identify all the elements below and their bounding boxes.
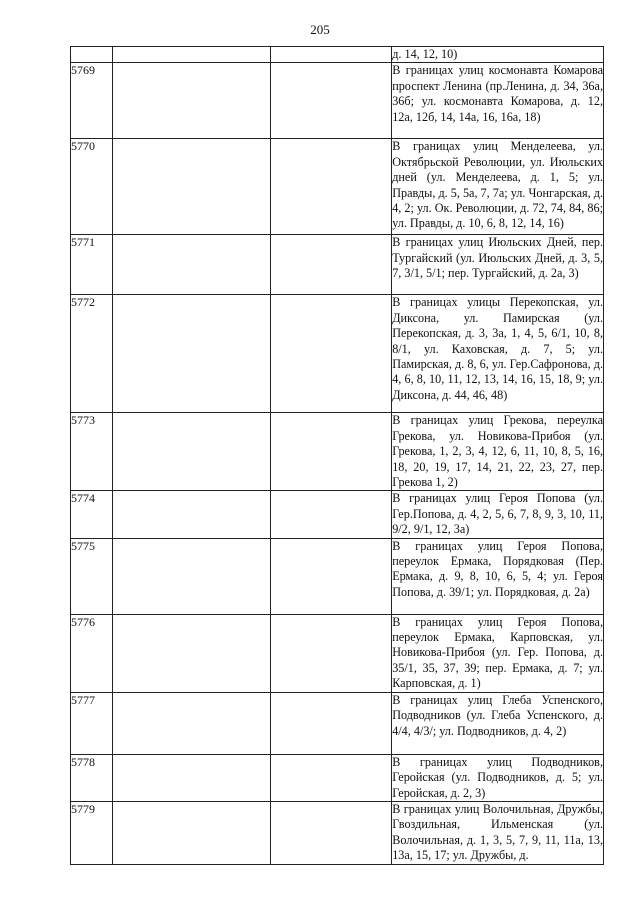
empty-cell	[112, 413, 270, 491]
table-row	[71, 692, 604, 754]
boundary-description: В границах улиц Грекова, переулка Грекова, ул. Новикова-Прибоя (ул. Грекова, 1, 2, 3, 4, 12, 6, 11, 10, 8, 5, 16, 18, 20, 19, 17, 14, 21, 22, 23, 27, пер. Грекова 1, 2)	[392, 413, 603, 490]
row-number: 5777	[71, 692, 113, 754]
table-row	[71, 47, 604, 63]
empty-cell	[112, 295, 270, 413]
empty-cell	[270, 692, 392, 754]
empty-cell	[270, 413, 392, 491]
boundary-description: В границах улиц Июльских Дней, пер. Тургайский (ул. Июльских Дней, д. 3, 5, 7, 3/1, 5/1; пер. Тургайский, д. 2а, 3)	[392, 235, 604, 295]
empty-cell	[112, 754, 270, 801]
table-body	[71, 47, 604, 865]
empty-cell	[112, 491, 270, 538]
empty-cell	[270, 235, 392, 295]
document-table	[70, 46, 604, 865]
empty-cell	[270, 538, 392, 614]
row-number: 5769	[71, 63, 113, 139]
row-number: 5775	[71, 538, 113, 614]
empty-cell	[112, 47, 270, 63]
row-number	[71, 47, 113, 63]
empty-cell	[270, 754, 392, 801]
empty-cell	[112, 139, 270, 235]
empty-cell	[270, 614, 392, 692]
row-number: 5774	[71, 491, 113, 538]
boundary-description: В границах улицы Перекопская, ул. Диксона, ул. Памирская (ул. Перекопская, д. 3, 3а, 1, 4, 5, 6/1, 10, 8, 8/1, ул. Каховская, д. 7, 5; ул. Памирская, д. 8, 6, ул. Гер.Сафронова, д. 4, 6, 8, 10, 11, 12, 13, 14, 16, 15, 18, 9; ул. Диксона, д. 44, 46, 48)	[392, 295, 604, 413]
table-row	[71, 63, 604, 139]
empty-cell	[270, 139, 392, 235]
empty-cell	[270, 63, 392, 139]
empty-cell	[112, 692, 270, 754]
table-row	[71, 491, 604, 538]
empty-cell	[112, 801, 270, 864]
boundary-description: В границах улиц космонавта Комарова проспект Ленина (пр.Ленина, д. 34, 36а, 36б; ул. космонавта Комарова, д. 12, 12а, 12б, 14, 14а, 16, 16а, 18)	[392, 63, 604, 139]
row-number: 5773	[71, 413, 113, 491]
empty-cell	[112, 538, 270, 614]
empty-cell	[270, 801, 392, 864]
boundary-description: В границах улиц Героя Попова, переулок Ермака, Карповская, ул. Новикова-Прибоя (ул. Гер. Попова, д. 35/1, 35, 37, 39; пер. Ермака, д. 7; ул. Карповская, д. 1)	[392, 614, 603, 691]
table-row	[71, 295, 604, 413]
boundary-description: В границах улиц Героя Попова, переулок Ермака, Порядковая (Пер. Ермака, д. 9, 8, 10, 6, 5, 4; ул. Героя Попова, д. 39/1; ул. Порядковая, д. 2а)	[392, 538, 604, 614]
page-number: 205	[310, 22, 330, 37]
boundary-description: В границах улиц Менделеева, ул. Октябрьской Революции, ул. Июльских дней (ул. Менделеева, д. 1, 5; ул. Правды, д. 5, 5а, 7, 7а; ул. Чонгарская, д. 4, 2; ул. Ок. Революции, д. 72, 74, 84, 86; ул. Правды, д. 10, 6, 8, 12, 14, 16)	[392, 139, 604, 235]
table-row	[71, 538, 604, 614]
empty-cell	[270, 47, 392, 63]
row-number: 5771	[71, 235, 113, 295]
empty-cell	[270, 491, 392, 538]
empty-cell	[112, 63, 270, 139]
row-number: 5778	[71, 754, 113, 801]
table-row	[71, 754, 604, 801]
boundary-description: В границах улиц Подводников, Геройская (ул. Подводников, д. 5; ул. Геройская, д. 2, 3)	[392, 754, 603, 800]
table-row	[71, 139, 604, 235]
boundary-description: В границах улиц Глеба Успенского, Подводников (ул. Глеба Успенского, д. 4/4, 4/3/; ул. Подводников, д. 4, 2)	[392, 692, 604, 754]
boundary-description: В границах улиц Волочильная, Дружбы, Гвоздильная, Ильменская (ул. Волочильная, д. 1, 3, 5, 7, 9, 11, 11а, 13, 13а, 15, 17; ул. Дружбы, д.	[392, 801, 603, 863]
table-row	[71, 614, 604, 692]
row-number: 5770	[71, 139, 113, 235]
boundary-description: д. 14, 12, 10)	[392, 47, 604, 63]
row-number: 5779	[71, 801, 113, 864]
empty-cell	[112, 235, 270, 295]
empty-cell	[112, 614, 270, 692]
row-number: 5772	[71, 295, 113, 413]
boundary-description: В границах улиц Героя Попова (ул. Гер.Попова, д. 4, 2, 5, 6, 7, 8, 9, 3, 10, 11, 9/2, 9/1, 12, 3а)	[392, 491, 603, 537]
row-number: 5776	[71, 614, 113, 692]
table-row	[71, 413, 604, 491]
table-row	[71, 801, 604, 864]
empty-cell	[270, 295, 392, 413]
table-row	[71, 235, 604, 295]
